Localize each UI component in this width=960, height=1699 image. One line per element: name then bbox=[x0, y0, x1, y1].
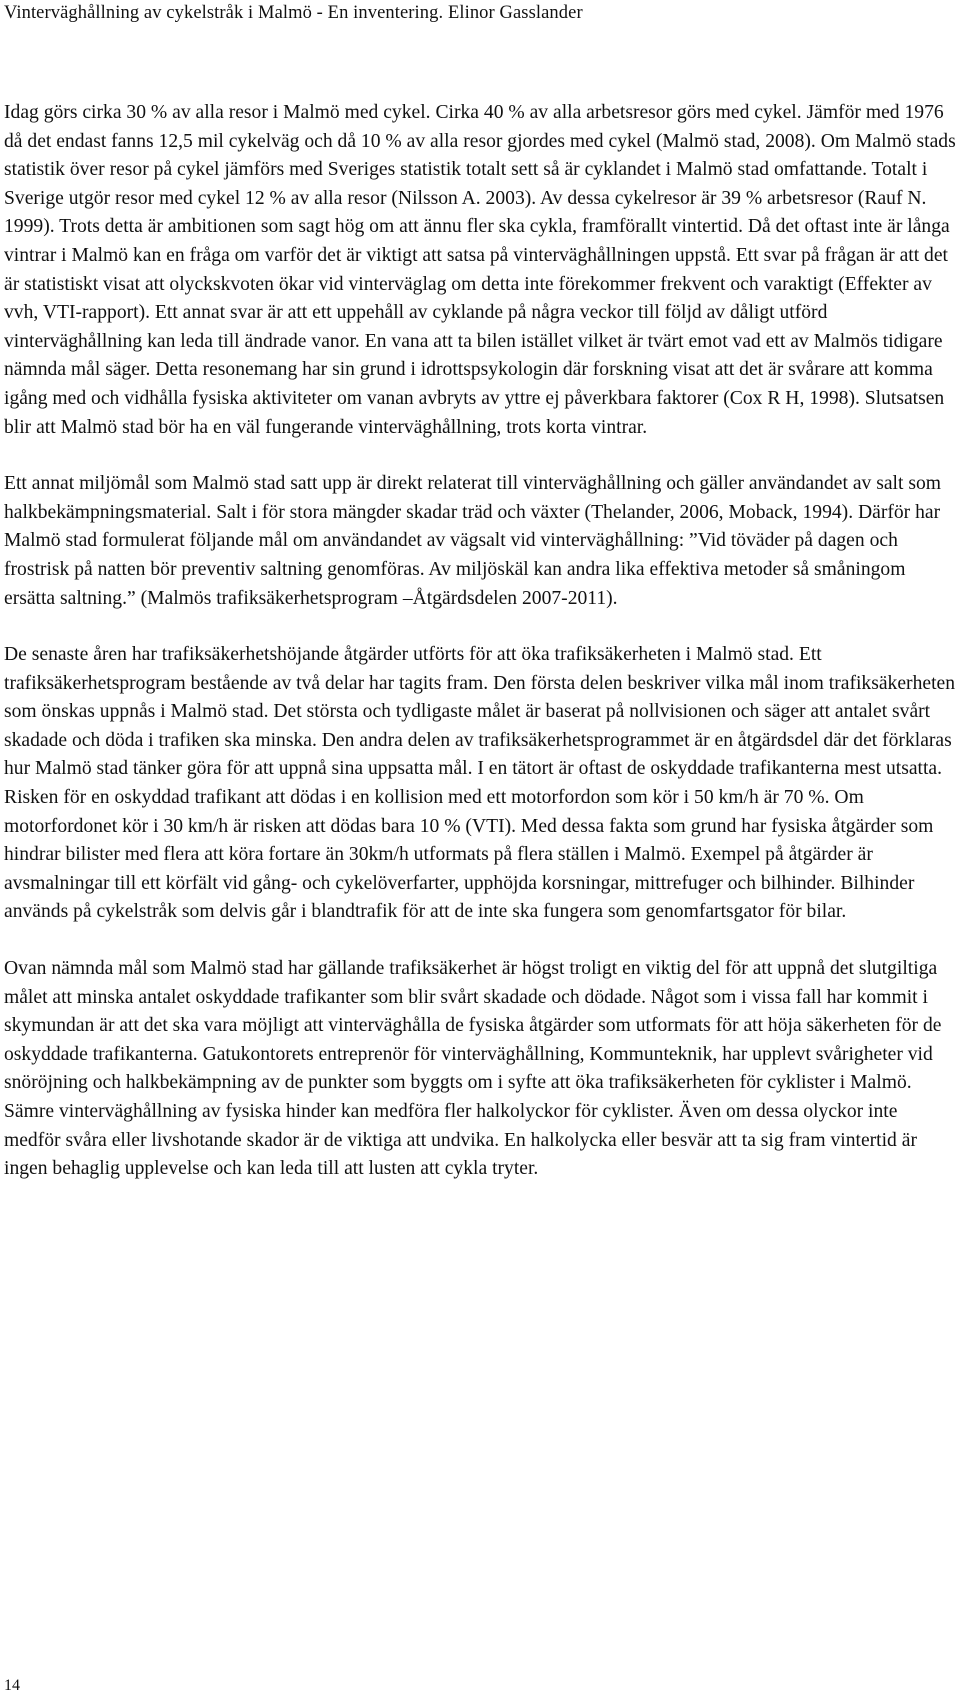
paragraph-cycling-statistics: Idag görs cirka 30 % av alla resor i Malmö med cykel. Cirka 40 % av alla arbetsresor görs med cykel. Jämför med 1976 då det endast fanns 12,5 mil cykelväg och då 10 % av alla resor gjordes med cykel (Malmö stad, 2008). Om Malmö stads statistik över resor på cykel jämförs med Sveriges statistik totalt sett så är cyklandet i Malmö stad omfattande. Totalt i Sverige utgör resor med cykel 12 % av alla resor (Nilsson A. 2003). Av dessa cykelresor är 39 % arbetsresor (Rauf N. 1999). Trots detta är ambitionen som sagt hög om att ännu fler ska cykla, framförallt vintertid. Då det oftast inte är långa vintrar i Malmö kan en fråga om varför det är viktigt att satsa på vinterväghållningen uppstå. Ett svar på frågan är att det är statistiskt visat att olyckskvoten ökar vid vinterväglag om detta inte förekommer frekvent och varaktigt (Effekter av vvh, VTI-rapport). Ett annat svar är att ett uppehåll av cyklande på några veckor till följd av dåligt utförd vinterväghållning kan leda till ändrade vanor. En vana att ta bilen istället vilket är tvärt emot vad ett av Malmös tidigare nämnda mål säger. Detta resonemang har sin grund i idrottspsykologin där forskning visat att det är svårare att komma igång med och vidhålla fysiska aktiviteter om vanan avbryts av yttre ej påverkbara faktorer (Cox R H, 1998). Slutsatsen blir att Malmö stad bör ha en väl fungerande vinterväghållning, trots korta vintrar. bbox=[4, 102, 956, 438]
running-header: Vinterväghållning av cykelstråk i Malmö - En inventering. Elinor Gasslander bbox=[4, 3, 583, 23]
body-text bbox=[4, 99, 956, 1184]
paragraph-winter-maintenance-issues: Ovan nämnda mål som Malmö stad har gällande trafiksäkerhet är högst troligt en viktig del för att uppnå det slutgiltiga målet att minska antalet oskyddade trafikanter som blir svårt skadade och dödade. Något som i vissa fall har kommit i skymundan är att det ska vara möjligt att vinterväghålla de fysiska åtgärder som utformats för att höja säkerheten för de oskyddade trafikanterna. Gatukontorets entreprenör för vinterväghållning, Kommunteknik, har upplevt svårigheter vid snöröjning och halkbekämpning av de punkter som byggts om i syfte att öka trafiksäkerheten för cyklister i Malmö. Sämre vinterväghållning av fysiska hinder kan medföra fler halkolyckor för cyklister. Även om dessa olyckor inte medför svåra eller livshotande skador är de viktiga att undvika. En halkolycka eller besvär att ta sig fram vintertid är ingen behaglig upplevelse och kan leda till att lusten att cykla tryter. bbox=[4, 958, 942, 1180]
paragraph-salt-environment-goal: Ett annat miljömål som Malmö stad satt upp är direkt relaterat till vinterväghållning och gäller användandet av salt som halkbekämpningsmaterial. Salt i för stora mängder skadar träd och växter (Thelander, 2006, Moback, 1994). Därför har Malmö stad formulerat följande mål om användandet av vägsalt vid vinterväghållning: ”Vid töväder på dagen och frostrisk på natten bör preventiv saltning genomföras. Av miljöskäl kan andra lika effektiva metoder så småningom ersätta saltning.” (Malmös trafiksäkerhetsprogram –Åtgärdsdelen 2007-2011). bbox=[4, 473, 941, 609]
paragraph-traffic-safety-measures: De senaste åren har trafiksäkerhetshöjande åtgärder utförts för att öka trafiksäkerheten i Malmö stad. Ett trafiksäkerhetsprogram bestående av två delar har tagits fram. Den första delen beskriver vilka mål inom trafiksäkerheten som önskas uppnås i Malmö stad. Det största och tydligaste målet är baserat på nollvisionen och säger att antalet svårt skadade och döda i trafiken ska minska. Den andra delen av trafiksäkerhetsprogrammet är en åtgärdsdel där det förklaras hur Malmö stad tänker göra för att uppnå sina uppsatta mål. I en tätort är oftast de oskyddade trafikanterna mest utsatta. Risken för en oskyddad trafikant att dödas i en kollision med ett motorfordon som kör i 50 km/h är 70 %. Om motorfordonet kör i 30 km/h är risken att dödas bara 10 % (VTI). Med dessa fakta som grund har fysiska åtgärder som hindrar bilister med flera att köra fortare än 30km/h utformats på flera ställen i Malmö. Exempel på åtgärder är avsmalningar till ett körfält vid gång- och cykelöverfarter, upphöjda korsningar, mittrefuger och bilhinder. Bilhinder används på cykelstråk som delvis går i blandtrafik för att de inte ska fungera som genomfartsgator för bilar. bbox=[4, 644, 956, 923]
page-number: 14 bbox=[4, 1677, 20, 1694]
